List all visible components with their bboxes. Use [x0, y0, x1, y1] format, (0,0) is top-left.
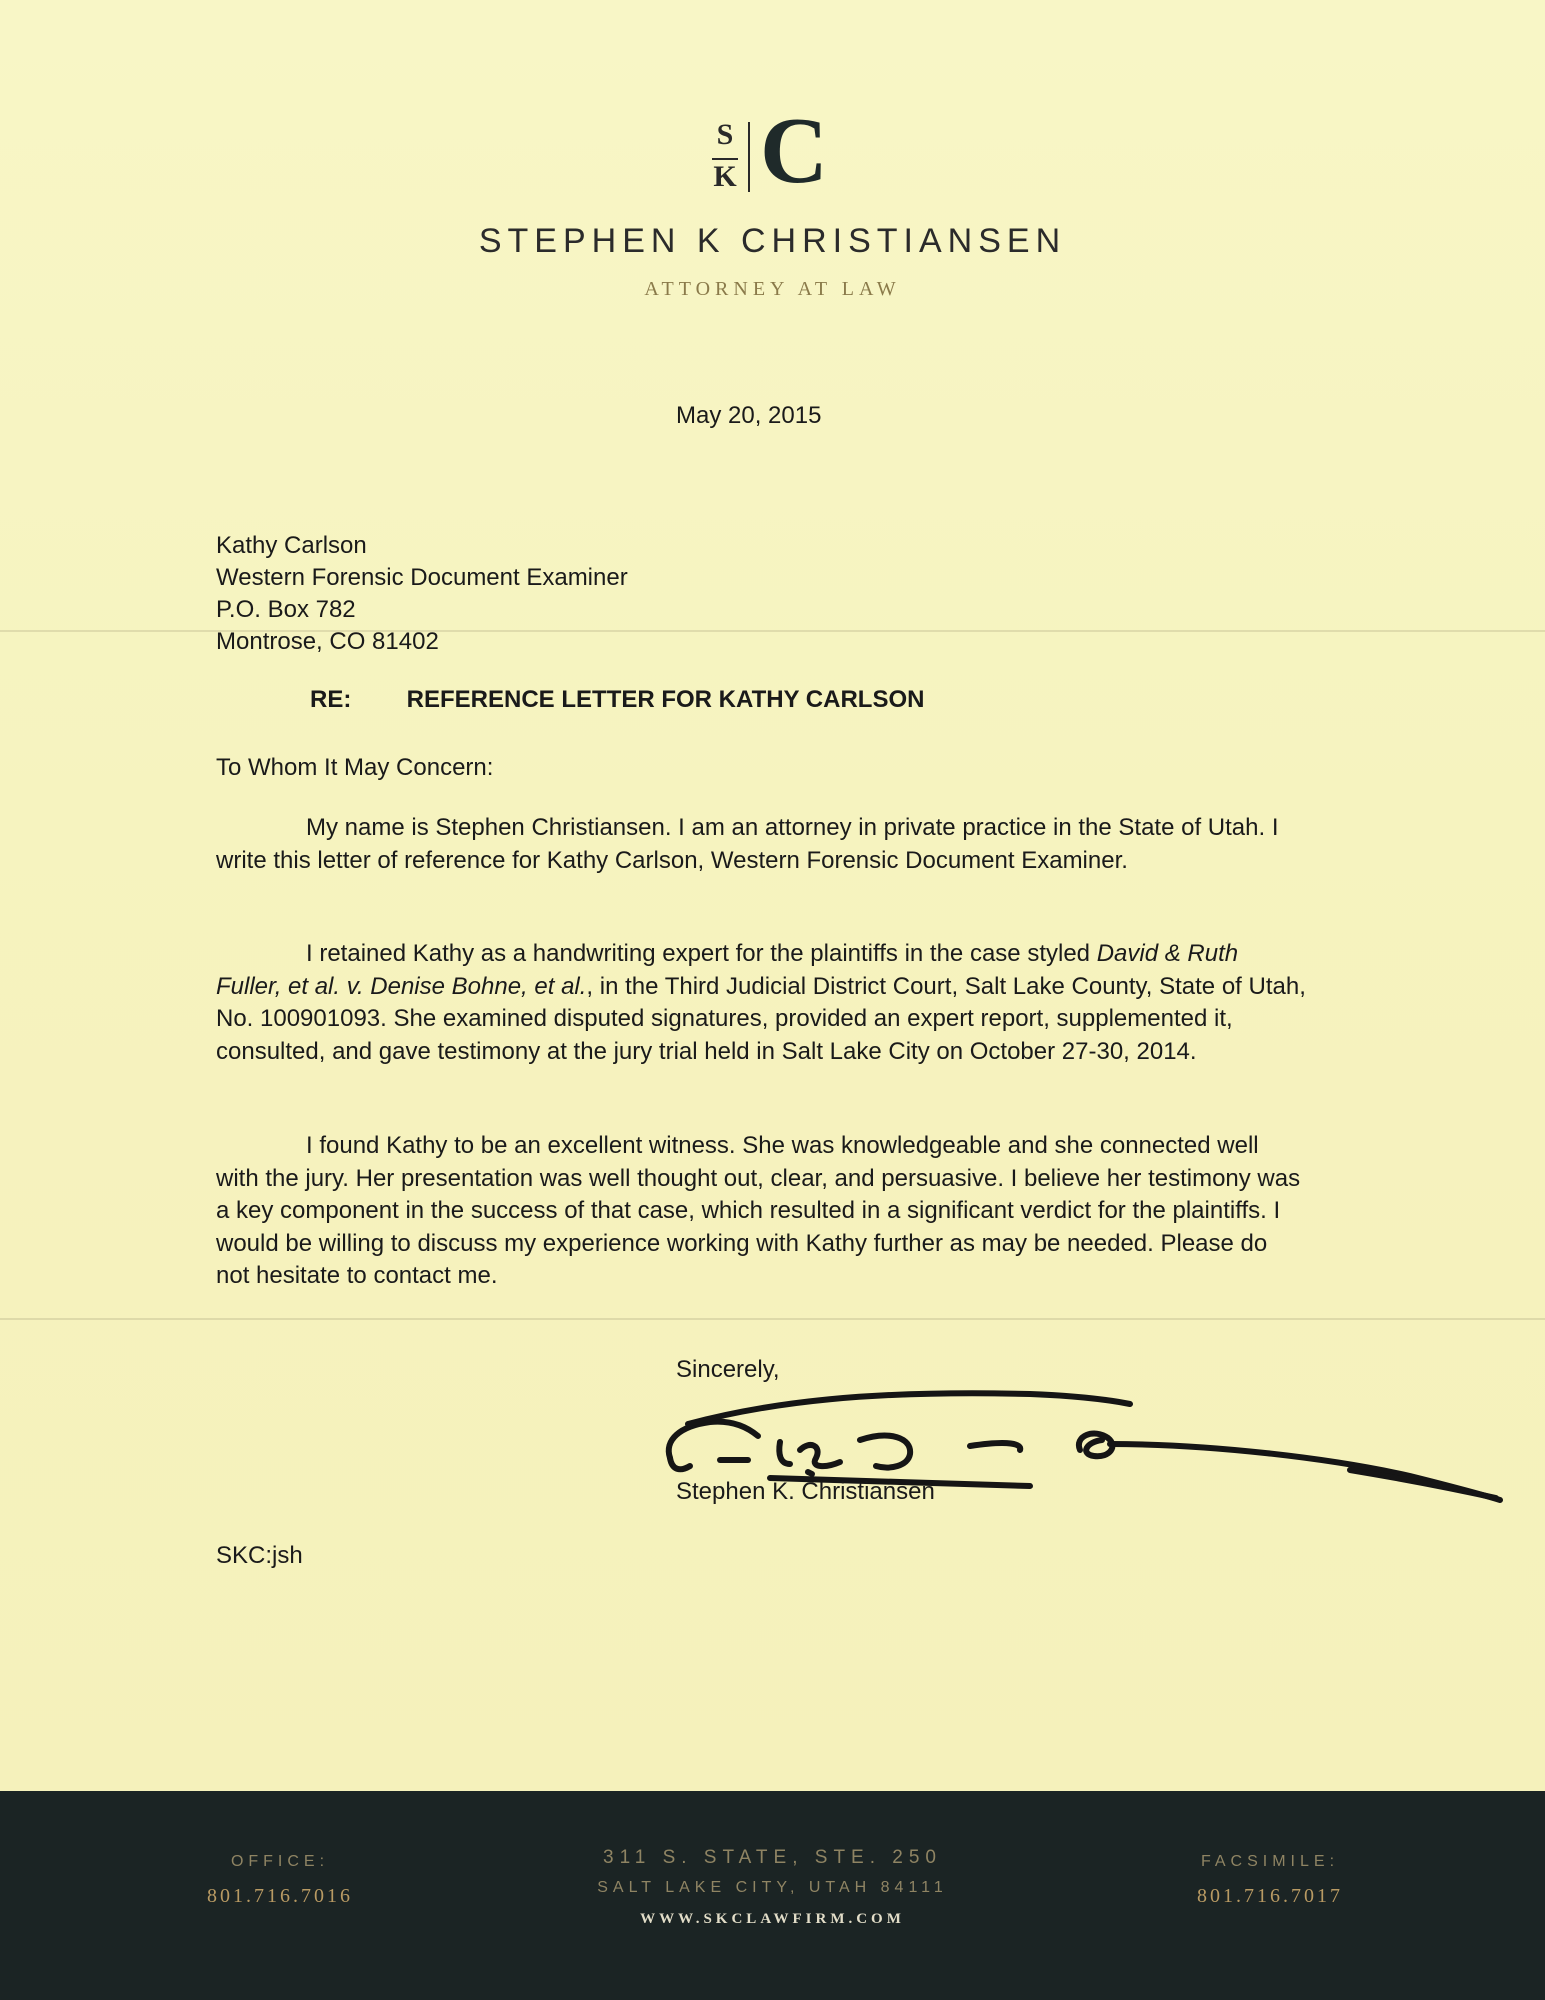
salutation: To Whom It May Concern:: [216, 754, 494, 781]
handwritten-signature: [650, 1380, 1510, 1530]
logo-divider-vertical: [748, 122, 750, 192]
footer-fax: [1140, 1853, 1400, 1908]
firm-logo: [708, 99, 848, 203]
closing: Sincerely,: [676, 1356, 780, 1383]
logo-letter-c: C: [760, 99, 828, 203]
footer-office: [150, 1853, 410, 1908]
office-label: OFFICE:: [230, 1853, 330, 1870]
signer-name: Stephen K. Christiansen: [676, 1478, 935, 1505]
letterhead-footer: [0, 1791, 1545, 2000]
recipient-name: Kathy Carlson: [216, 532, 367, 559]
reference-initials: SKC:jsh: [216, 1542, 303, 1569]
fax-label: FACSIMILE:: [1200, 1853, 1340, 1870]
firm-subtitle: ATTORNEY AT LAW: [644, 278, 901, 300]
re-subject: REFERENCE LETTER FOR KATHY CARLSON: [406, 686, 925, 713]
re-label: RE:: [310, 686, 352, 713]
paragraph-text: , in the Third Judicial District Court, Salt Lake County, State of Utah, No. 100901093. She examined disputed signatures, provided an expert report, supplemented it, consulted, and gave testimony at the jury trial held in Salt Lake City on October 27-30, 2014.: [216, 972, 1306, 1065]
recipient-organization: Western Forensic Document Examiner: [216, 564, 628, 591]
recipient-city-state-zip: Montrose, CO 81402: [216, 628, 439, 655]
city-state-zip: SALT LAKE CITY, UTAH 84111: [597, 1879, 948, 1896]
body-paragraph-2: [216, 938, 1306, 1068]
street-address: 311 S. STATE, STE. 250: [603, 1847, 942, 1868]
case-name: David & Ruth Fuller, et al. v. Denise Bohne, et al.: [216, 940, 1239, 1000]
office-phone: 801.716.7016: [207, 1885, 353, 1907]
body-paragraph-3: I found Kathy to be an excellent witness. She was knowledgeable and she connected well with the jury. Her presentation was well thought out, clear, and persuasive. I believe her testimony was a key component in the success of that case, which resulted in a significant verdict for the plaintiffs. I would be willing to discuss my experience working with Kathy further as may be needed. Please do not hesitate to contact me.: [216, 1132, 1301, 1289]
firm-name: STEPHEN K CHRISTIANSEN: [478, 222, 1067, 260]
body-paragraph-1: My name is Stephen Christiansen. I am an attorney in private practice in the State of Utah. I write this letter of reference for Kathy Carlson, Western Forensic Document Examiner.: [216, 814, 1279, 874]
recipient-address: [216, 530, 628, 658]
fax-phone: 801.716.7017: [1197, 1885, 1343, 1907]
footer-address: [470, 1847, 1075, 1928]
logo-letter-s: S: [716, 118, 734, 151]
recipient-po-box: P.O. Box 782: [216, 596, 356, 623]
re-line: [310, 686, 924, 714]
paper-fold-line: [0, 1318, 1545, 1320]
paragraph-text: I retained Kathy as a handwriting expert for the plaintiffs in the case styled: [306, 940, 1097, 967]
logo-letter-k: K: [713, 160, 737, 193]
letter-date: May 20, 2015: [676, 402, 822, 429]
website-link[interactable]: WWW.SKCLAWFIRM.COM: [640, 1911, 905, 1927]
